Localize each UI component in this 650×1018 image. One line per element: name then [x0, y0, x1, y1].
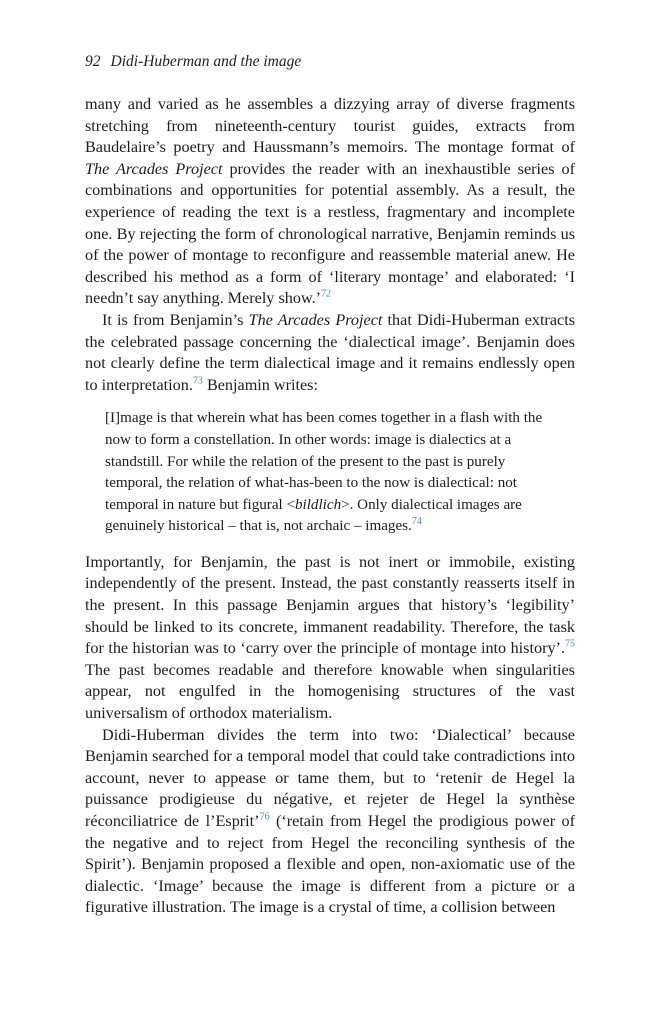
- endnote-ref-76[interactable]: 76: [259, 811, 270, 823]
- paragraph-1-text-b: provides the reader with an inexhaustible series of combinations and opportunities for potential assembly. As a result, the experience of reading the text is a restless, fragmentary and incomplete one. By rejecting the form of chronological narrative, Benjamin reminds us of the power of montage to reconfigure and reassemble material anew. He described his method as a form of ‘literary montage’ and elaborated: ‘I needn’t say anything. Merely show.’: [85, 159, 575, 308]
- body-text: [85, 94, 575, 919]
- endnote-ref-72[interactable]: 72: [321, 288, 332, 300]
- quote-text-a: [I]mage is that wherein what has been comes together in a flash with the now to form a constellation. In other words: image is dialectics at a standstill. For while the relation of the present to the past is purely temporal, the relation of what-has-been to the now is dialectical: not temporal in nature but figural <: [105, 410, 543, 513]
- book-page: [85, 52, 575, 919]
- paragraph-2-text-b: that Didi-Huberman extracts the celebrated passage concerning the ‘dialectical image’. Benjamin does not clearly define the term dialectical image and it remains endlessly open to interpretation.: [85, 310, 575, 394]
- block-quote: [105, 408, 555, 538]
- paragraph-2-title: The Arcades Project: [248, 310, 383, 329]
- quote-text-b: >. Only dialectical images are genuinely historical – that is, not archaic – images.: [105, 496, 522, 535]
- endnote-ref-74[interactable]: 74: [411, 516, 422, 528]
- paragraph-2: [85, 310, 575, 396]
- endnote-ref-75[interactable]: 75: [565, 638, 575, 650]
- running-title: Didi-Huberman and the image: [110, 53, 302, 70]
- quote-italic: bildlich: [295, 496, 342, 513]
- paragraph-2-text-a: It is from Benjamin’s: [102, 310, 249, 329]
- paragraph-1: [85, 94, 575, 310]
- paragraph-1-text-a: many and varied as he assembles a dizzying array of diverse fragments stretching from nineteenth-century tourist guides, extracts from Baudelaire’s poetry and Haussmann’s memoirs. The montage format of: [85, 95, 575, 157]
- paragraph-4: [85, 725, 575, 919]
- paragraph-3: [85, 552, 575, 725]
- paragraph-2-text-c: Benjamin writes:: [202, 375, 318, 394]
- paragraph-4-text-b: (‘retain from Hegel the prodigious power of the negative and to reject from Hegel the reconciling synthesis of the Spirit’). Benjamin proposed a flexible and open, non-axiomatic use of the dialectic. ‘Image’ because the image is different from a picture or a figurative illustration. The image is a crystal of time, a collision between: [85, 812, 575, 917]
- paragraph-1-title: The Arcades Project: [85, 159, 223, 178]
- paragraph-4-text-a: Didi-Huberman divides the term into two: ‘Dialectical’ because Benjamin searched for a temporal model that could take contradictions into account, never to appease or tame them, but to ‘retenir de Hegel la puissance prodigieuse du négative, et rejeter de Hegel la synthèse réconciliatrice de l’Esprit’: [85, 725, 575, 830]
- paragraph-3-text-a: Importantly, for Benjamin, the past is not inert or immobile, existing independently of the present. Instead, the past constantly reasserts itself in the present. In this passage Benjamin argues that history’s ‘legibility’ should be linked to its concrete, immanent readability. Therefore, the task for the historian was to ‘carry over the principle of montage into history’.: [85, 552, 575, 658]
- page-number: 92: [85, 53, 101, 70]
- running-header: [85, 52, 575, 72]
- paragraph-3-text-b: The past becomes readable and therefore knowable when singularities appear, not engulfed in the homogenising structures of the vast universalism of orthodox materialism.: [85, 660, 575, 723]
- endnote-ref-73[interactable]: 73: [192, 375, 203, 387]
